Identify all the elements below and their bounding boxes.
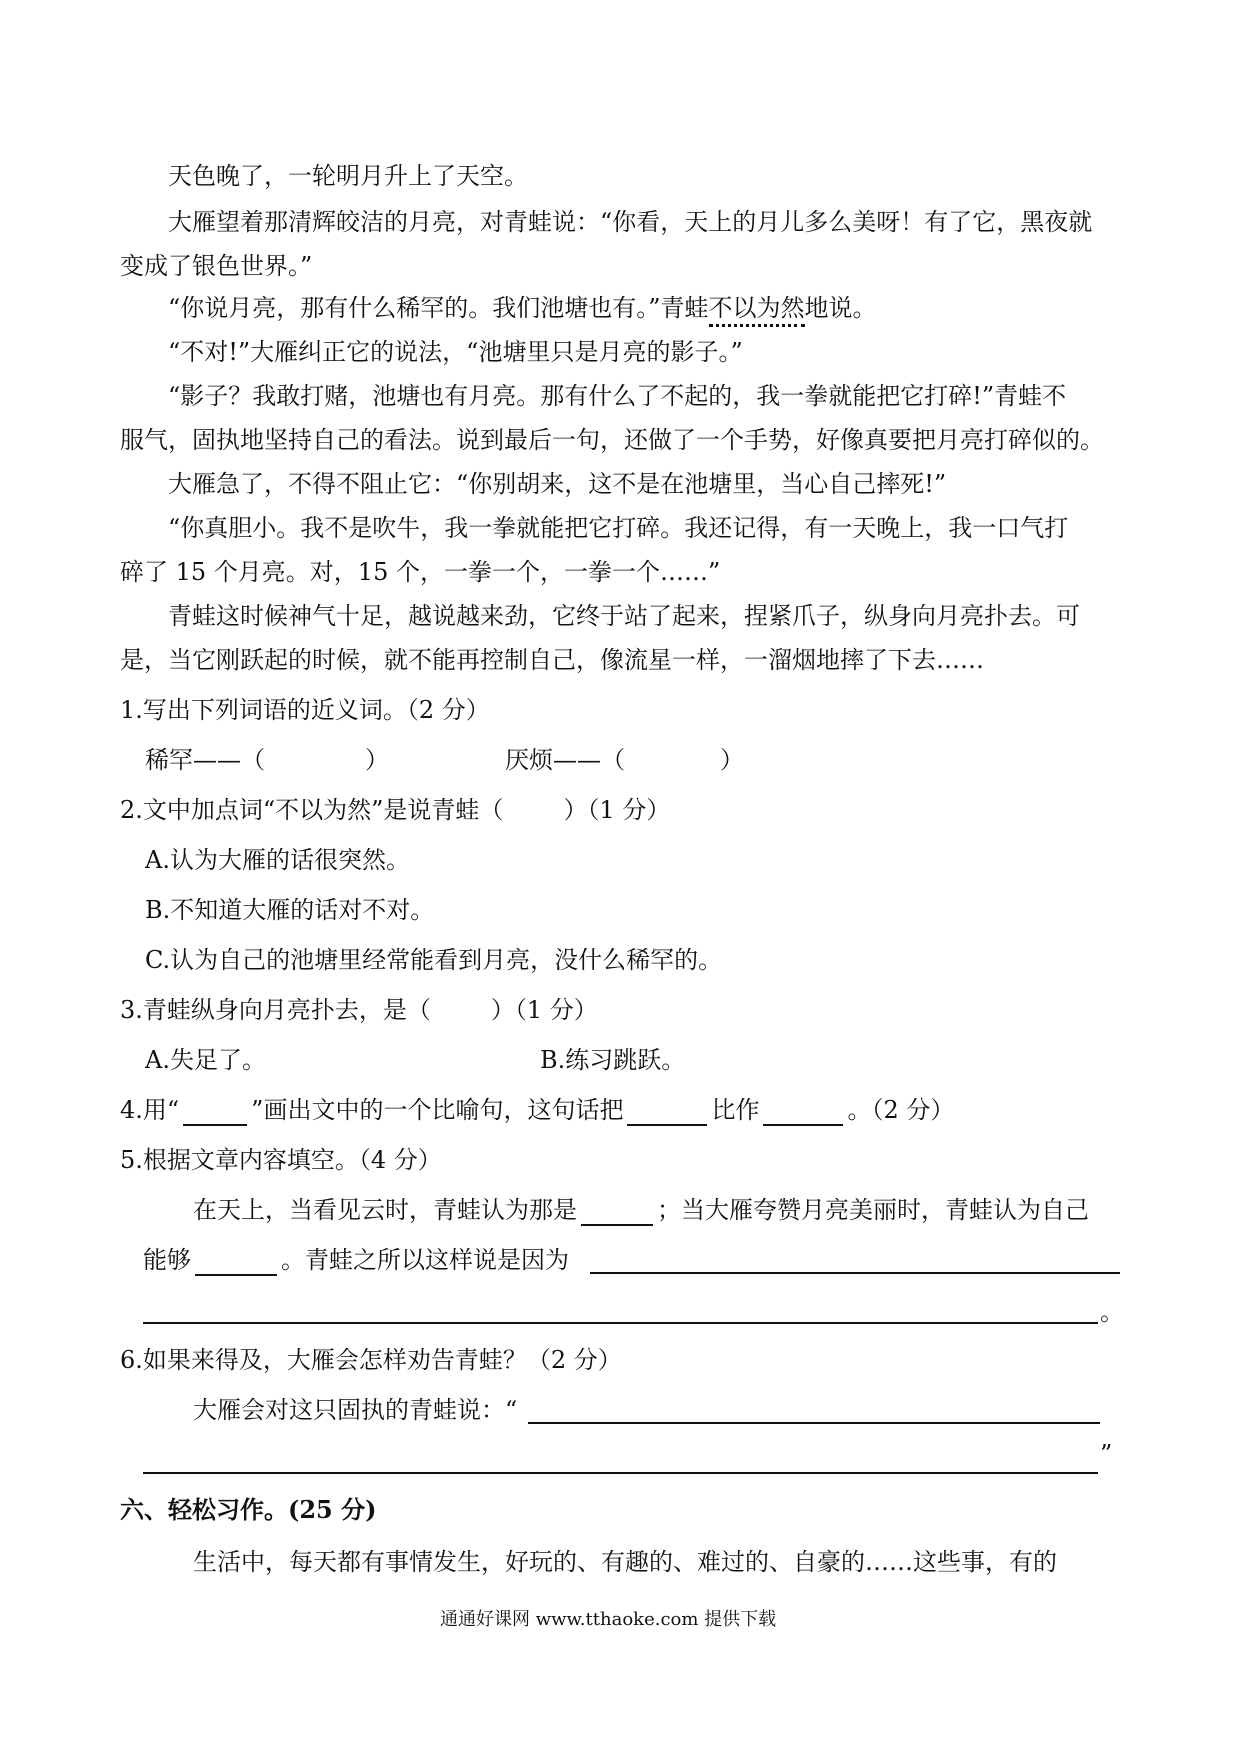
dotted-word: 不以为然 bbox=[709, 294, 805, 327]
q2-option-c: C.认为自己的池塘里经常能看到月亮，没什么稀罕的。 bbox=[145, 946, 723, 974]
answer-line[interactable] bbox=[143, 1472, 1098, 1474]
passage-line: 变成了银色世界。” bbox=[120, 252, 313, 280]
q4-text: 4.用“ bbox=[120, 1096, 180, 1124]
question-4 bbox=[120, 1094, 954, 1126]
question-6: 6.如果来得及，大雁会怎样劝告青蛙？（2 分） bbox=[120, 1346, 622, 1374]
q6-line: 大雁会对这只固执的青蛙说：“ bbox=[193, 1396, 518, 1424]
question-1: 1.写出下列词语的近义词。（2 分） bbox=[120, 696, 490, 724]
q5-text: 。青蛙之所以这样说是因为 bbox=[281, 1246, 569, 1274]
q1-close-b: ） bbox=[720, 746, 744, 774]
passage-paragraph: 青蛙这时候神气十足，越说越来劲，它终于站了起来，捏紧爪子，纵身向月亮扑去。可 bbox=[168, 602, 1080, 630]
q5-text: 在天上，当看见云时，青蛙认为那是 bbox=[193, 1196, 577, 1224]
passage-paragraph: “影子？我敢打赌，池塘也有月亮。那有什么了不起的，我一拳就能把它打碎!”青蛙不 bbox=[168, 382, 1067, 410]
q3-option-a: A.失足了。 bbox=[145, 1046, 266, 1074]
q3-option-b: B.练习跳跃。 bbox=[540, 1046, 686, 1074]
answer-blank[interactable] bbox=[627, 1100, 707, 1126]
q2-score: ）（1 分） bbox=[563, 796, 671, 824]
footer-credit: 通通好课网 www.tthaoke.com 提供下载 bbox=[440, 1609, 777, 1630]
q4-text: ”画出文中的一个比喻句，这句话把 bbox=[251, 1096, 624, 1124]
q2-option-b: B.不知道大雁的话对不对。 bbox=[145, 896, 435, 924]
section-text: 生活中，每天都有事情发生，好玩的、有趣的、难过的、自豪的……这些事，有的 bbox=[193, 1548, 1057, 1576]
section-heading: 六、轻松习作。(25 分) bbox=[120, 1495, 377, 1524]
passage-paragraph: 大雁望着那清辉皎洁的月亮，对青蛙说：“你看，天上的月儿多么美呀！有了它，黑夜就 bbox=[168, 208, 1093, 236]
q5-period: 。 bbox=[1100, 1298, 1124, 1326]
q2-text: 2.文中加点词“不以为然”是说青蛙（ bbox=[120, 796, 504, 824]
answer-blank[interactable] bbox=[581, 1200, 653, 1226]
q4-score: 。（2 分） bbox=[847, 1096, 955, 1124]
q5-text: ；当大雁夸赞月亮美丽时，青蛙认为自己 bbox=[657, 1196, 1089, 1224]
q1-item-b bbox=[505, 744, 744, 776]
q6-close-quote: ” bbox=[1100, 1440, 1113, 1468]
passage-line: 服气，固执地坚持自己的看法。说到最后一句，还做了一个手势，好像真要把月亮打碎似的。 bbox=[120, 426, 1104, 454]
q1-word-a: 稀罕——（ bbox=[145, 746, 265, 774]
answer-line[interactable] bbox=[528, 1422, 1100, 1424]
passage-paragraph: “你真胆小。我不是吹牛，我一拳就能把它打碎。我还记得，有一天晚上，我一口气打 bbox=[168, 514, 1069, 542]
q1-close-a: ） bbox=[365, 746, 389, 774]
question-3 bbox=[120, 994, 598, 1026]
q3-text: 3.青蛙纵身向月亮扑去，是（ bbox=[120, 996, 431, 1024]
passage-paragraph: 大雁急了，不得不阻止它：“你别胡来，这不是在池塘里，当心自己摔死!” bbox=[168, 470, 947, 498]
answer-blank[interactable] bbox=[763, 1100, 843, 1126]
question-5: 5.根据文章内容填空。（4 分） bbox=[120, 1146, 442, 1174]
q1-item-a bbox=[145, 744, 389, 776]
passage-line: 碎了 15 个月亮。对，15 个，一拳一个，一拳一个……” bbox=[120, 558, 721, 586]
answer-blank[interactable] bbox=[195, 1250, 277, 1276]
q5-line-2 bbox=[143, 1244, 569, 1276]
passage-line: 是，当它刚跃起的时候，就不能再控制自己，像流星一样，一溜烟地摔了下去…… bbox=[120, 646, 984, 674]
answer-line[interactable] bbox=[143, 1322, 1098, 1324]
q5-text: 能够 bbox=[143, 1246, 191, 1274]
underline-sample bbox=[183, 1100, 247, 1126]
q4-text: 比作 bbox=[711, 1096, 760, 1124]
passage-paragraph bbox=[168, 292, 877, 324]
question-2 bbox=[120, 794, 670, 826]
q5-line-1 bbox=[193, 1194, 1089, 1226]
q1-word-b: 厌烦——（ bbox=[505, 746, 625, 774]
passage-paragraph: 天色晚了，一轮明月升上了天空。 bbox=[168, 162, 528, 190]
answer-line[interactable] bbox=[590, 1272, 1120, 1274]
q2-option-a: A.认为大雁的话很突然。 bbox=[145, 846, 410, 874]
passage-paragraph: “不对!”大雁纠正它的说法，“池塘里只是月亮的影子。” bbox=[168, 338, 743, 366]
passage-text: 地说。 bbox=[804, 294, 877, 322]
passage-text: “你说月亮，那有什么稀罕的。我们池塘也有。”青蛙 bbox=[168, 294, 709, 322]
q3-score: ）（1 分） bbox=[490, 996, 598, 1024]
